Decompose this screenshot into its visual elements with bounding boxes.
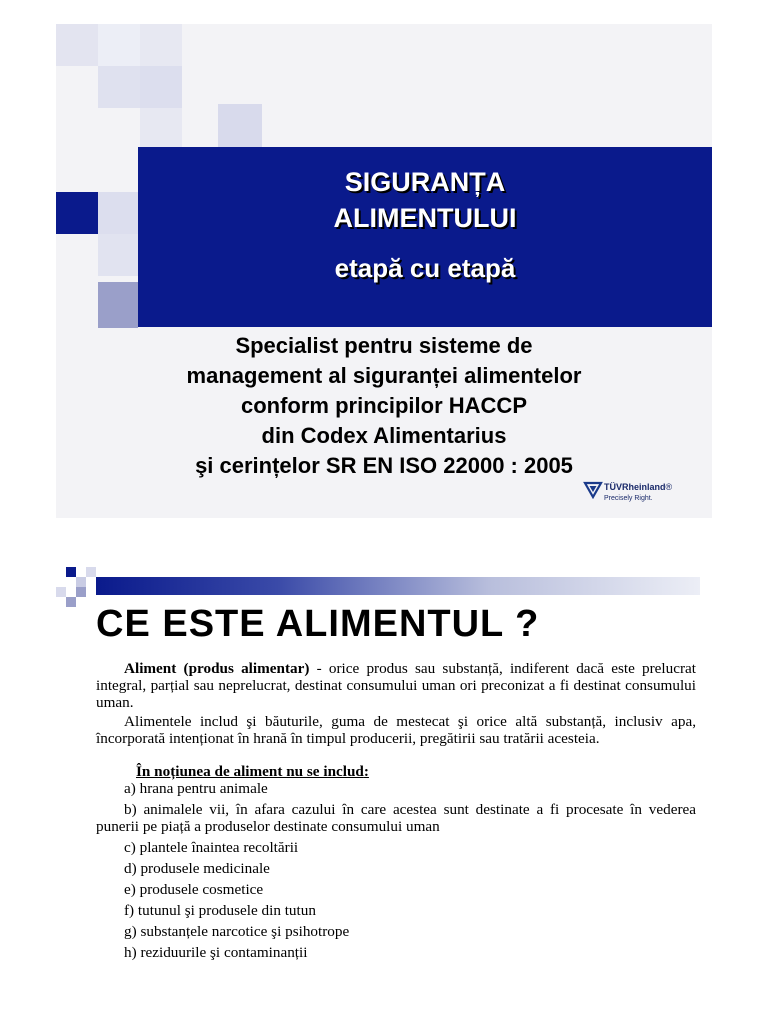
title-slide (56, 24, 712, 518)
paragraph: Alimentele includ şi băuturile, guma de mestecat şi orice altă substanță, inclusiv apa, încorporată intenționat în hrană în timpul producerii, pregătirii sau tratării acesteia. (96, 713, 696, 747)
subtitle-line: şi cerințelor SR EN ISO 22000 : 2005 (195, 453, 573, 478)
list-item: g) substanțele narcotice şi psihotrope (124, 923, 350, 940)
definition-term: Aliment (124, 660, 177, 677)
subtitle (116, 331, 652, 481)
title-subline: etapă cu etapă (334, 253, 516, 283)
decor-square (56, 24, 98, 66)
title-line: SIGURANȚA (344, 167, 506, 197)
subtitle-line: conform principilor HACCP (240, 393, 527, 418)
list-item: h) reziduurile şi contaminanții (124, 944, 308, 961)
definition-paragraph (96, 660, 696, 711)
definition-text: - orice produs sau substanță, indiferent dacă este prelucrat integral, parțial sau neprelucrat, destinat consumului uman ori preconizat a fi destinat consumului uman. (96, 660, 696, 711)
definition-paren: (produs alimentar) (183, 660, 310, 677)
decor-square (98, 66, 140, 108)
header-gradient-bar (96, 577, 700, 595)
list-item: e) produsele cosmetice (124, 881, 264, 898)
list-item: c) plantele înaintea recoltării (124, 839, 299, 856)
list-item: b) animalele vii, în afara cazului în care acestea sunt destinate a fi procesate în vederea punerii pe piață a produselor destinate consumului uman (96, 801, 696, 835)
decor-square (140, 66, 182, 108)
decor-square (98, 192, 140, 234)
list-item: f) tutunul şi produsele din tutun (124, 902, 316, 919)
tuv-logo (582, 481, 692, 509)
decor-square (218, 104, 262, 148)
page-heading: CE ESTE ALIMENTUL ? (96, 603, 540, 645)
decor-square (98, 282, 138, 328)
exclusions-heading: În noțiunea de aliment nu se includ: (136, 763, 369, 780)
subtitle-line: din Codex Alimentarius (261, 423, 507, 448)
subtitle-line: Specialist pentru sisteme de (235, 333, 533, 358)
list-item: a) hrana pentru animale (124, 780, 268, 797)
list-item: d) produsele medicinale (124, 860, 270, 877)
decor-square (98, 24, 140, 66)
document-body (96, 660, 696, 965)
title-band (138, 147, 712, 327)
logo-tagline: Precisely Right. (604, 495, 653, 502)
tuv-triangle-icon (582, 481, 604, 499)
subtitle-line: management al siguranței alimentelor (186, 363, 582, 388)
logo-brand: TÜVRheinland® (604, 482, 673, 492)
title-line: ALIMENTULUI (333, 203, 517, 233)
decor-square (56, 192, 98, 234)
decor-square (98, 234, 140, 276)
